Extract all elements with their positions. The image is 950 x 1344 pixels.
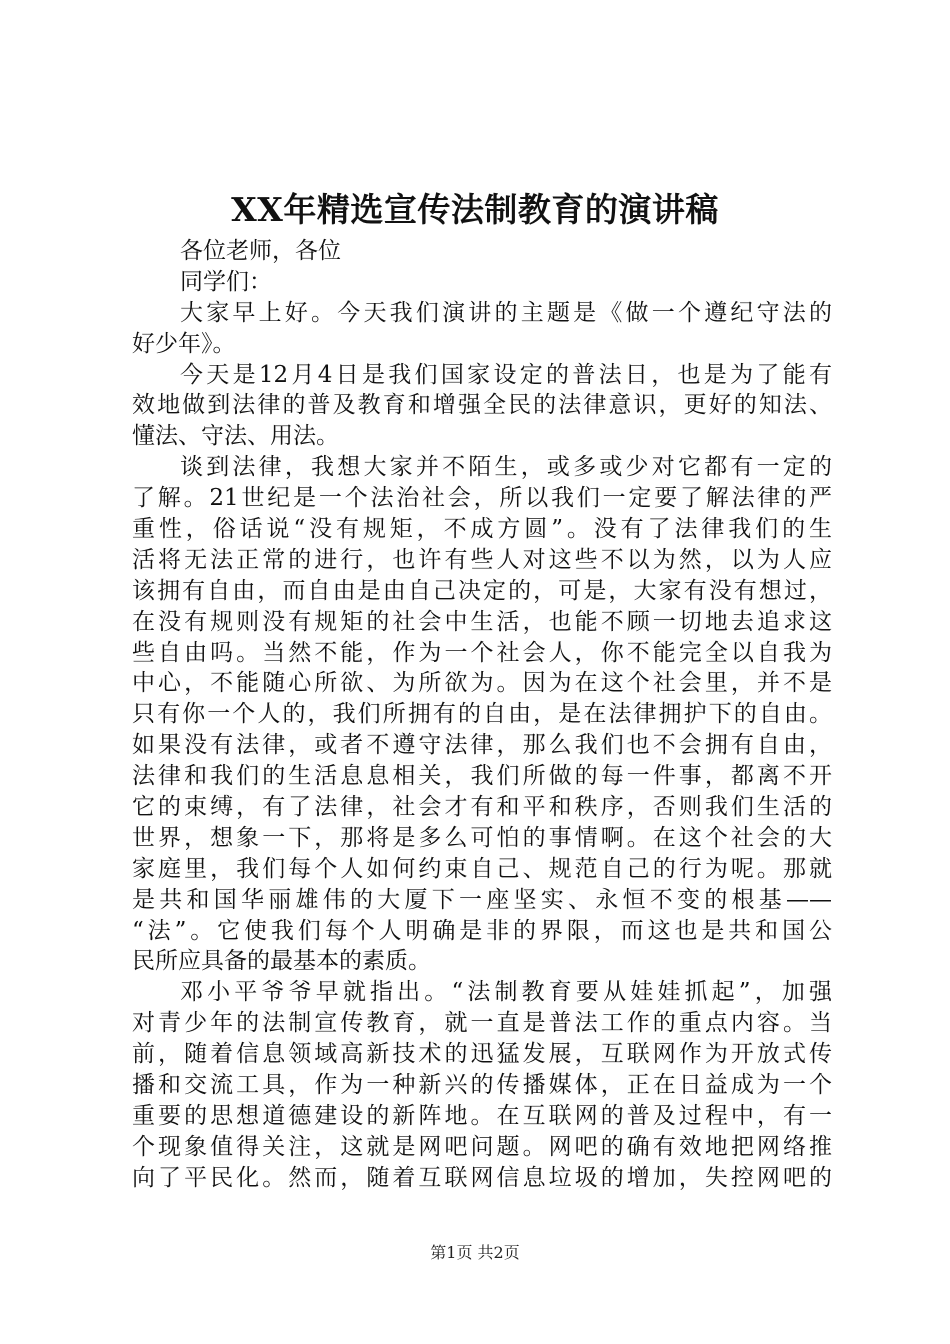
page-footer: 第1页 共2页 (430, 1243, 520, 1262)
body-line: 懂法、守法、用法。 (132, 423, 339, 450)
body-line: 前，随着信息领域高新技术的迅猛发展，互联网作为开放式传 (132, 1041, 832, 1068)
body-line: 法律和我们的生活息息相关，我们所做的每一件事，都离不开 (132, 763, 832, 790)
body-line: 在没有规则没有规矩的社会中生活，也能不顾一切地去追求这 (132, 608, 832, 635)
body-line: 家庭里，我们每个人如何约束自己、规范自己的行为呢。那就 (132, 855, 832, 882)
body-line: 重要的思想道德建设的新阵地。在互联网的普及过程中，有一 (132, 1102, 832, 1129)
body-line: “法”。它使我们每个人明确是非的界限，而这也是共和国公 (132, 917, 832, 944)
body-line: 效地做到法律的普及教育和增强全民的法律意识，更好的知法、 (132, 392, 832, 419)
body-line: 是共和国华丽雄伟的大厦下一座坚实、永恒不变的根基—— (132, 886, 832, 913)
body-line: 世界，想象一下，那将是多么可怕的事情啊。在这个社会的大 (132, 824, 832, 851)
body-line: 各位老师，各位 (180, 238, 341, 264)
body-line: 好少年》。 (132, 330, 236, 357)
body-line: 中心，不能随心所欲、为所欲为。因为在这个社会里，并不是 (132, 670, 832, 697)
body-line: 些自由吗。当然不能，作为一个社会人，你不能完全以自我为 (132, 639, 832, 666)
body-line: 邓小平爷爷早就指出。“法制教育要从娃娃抓起”，加强 (180, 979, 832, 1006)
body-line: 只有你一个人的，我们所拥有的自由，是在法律拥护下的自由。 (132, 701, 832, 728)
body-line: 活将无法正常的进行，也许有些人对这些不以为然，以为人应 (132, 546, 832, 573)
body-line: 向了平民化。然而，随着互联网信息垃圾的增加，失控网吧的 (132, 1164, 832, 1191)
body-line: 个现象值得关注，这就是网吧问题。网吧的确有效地把网络推 (132, 1133, 832, 1160)
body-line: 大家早上好。今天我们演讲的主题是《做一个遵纪守法的 (180, 299, 832, 326)
body-line: 对青少年的法制宣传教育，就一直是普法工作的重点内容。当 (132, 1010, 832, 1037)
body-line: 播和交流工具，作为一种新兴的传播媒体，正在日益成为一个 (132, 1072, 832, 1099)
body-line: 如果没有法律，或者不遵守法律，那么我们也不会拥有自由， (132, 732, 832, 759)
body-line: 重性，俗话说“没有规矩，不成方圆”。没有了法律我们的生 (132, 516, 832, 543)
body-line: 民所应具备的最基本的素质。 (132, 948, 431, 975)
document-body (132, 236, 832, 1194)
body-line: 它的束缚，有了法律，社会才有和平和秩序，否则我们生活的 (132, 794, 832, 821)
body-line: 谈到法律，我想大家并不陌生，或多或少对它都有一定的 (180, 454, 832, 481)
body-line: 了解。21世纪是一个法治社会，所以我们一定要了解法律的严 (132, 485, 832, 512)
document-title: XX年精选宣传法制教育的演讲稿 (231, 190, 719, 229)
body-line: 该拥有自由，而自由是由自己决定的，可是，大家有没有想过， (132, 577, 832, 604)
body-line: 今天是12月4日是我们国家设定的普法日，也是为了能有 (180, 361, 832, 388)
body-line: 同学们： (180, 268, 272, 295)
